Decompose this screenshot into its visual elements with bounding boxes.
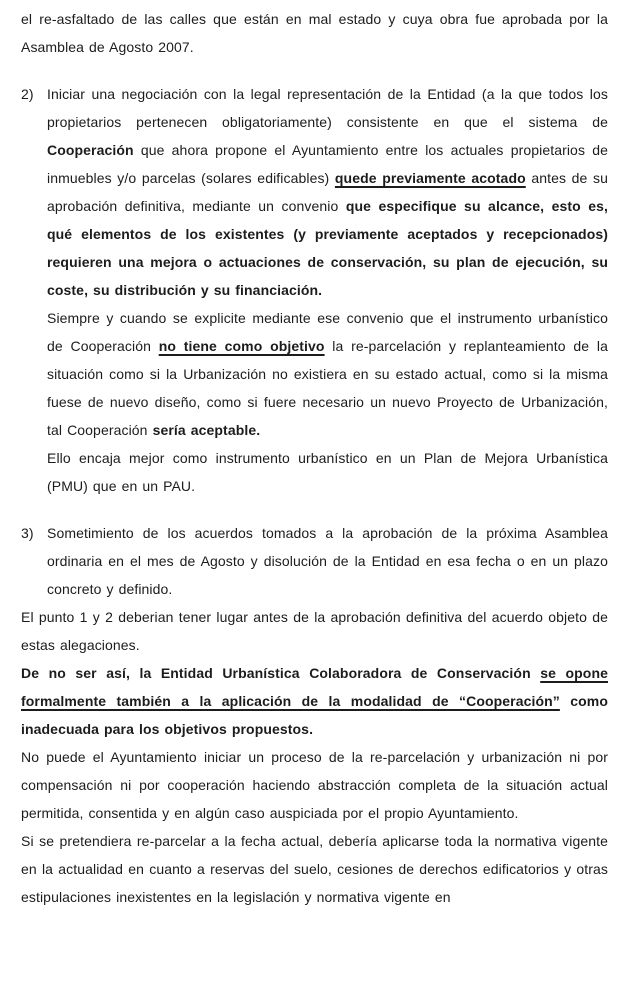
list-item [21,519,608,603]
paragraph [47,519,608,603]
paragraph [21,659,608,743]
paragraph [47,444,608,500]
text-run: No puede el Ayuntamiento iniciar un proceso de la re-parcelación y urbanización ni por compensación ni por cooperación haciendo abstracción completa de la situación actual permitida, consentida y en algún caso auspiciada por el propio Ayuntamiento. [21,749,608,821]
text-run: De no ser así, la Entidad Urbanística Colaboradora de Conservación [21,665,541,681]
text-run: sería aceptable. [152,422,261,438]
text-run: que ahora propone el Ayuntamiento entre los actuales propietarios de inmuebles y/o parcelas (solares edificables) [47,142,608,186]
text-run: Cooperación [47,142,134,158]
paragraph [21,603,608,659]
list-number: 3) [21,525,34,541]
text-run: Sometimiento de los acuerdos tomados a la aprobación de la próxima Asamblea ordinaria en el mes de Agosto y disolución de la Entidad en esa fecha o en un plazo concreto y definido. [47,525,608,597]
text-run: se opone formalmente también a la aplicación de la modalidad de “Cooperación” [21,665,608,709]
paragraph [21,5,608,61]
text-run: Iniciar una negociación con la legal representación de la Entidad (a la que todos los propietarios pertenecen obligatoriamente) consistente en que el sistema de [47,86,608,130]
text-run: que especifique su alcance, esto es, qué elementos de los existentes (y previamente aceptados y recepcionados) requieren una mejora o actuaciones de conservación, su plan de ejecución, su coste, su distribución y su financiación. [47,198,608,298]
list-number: 2) [21,86,34,102]
paragraph [47,304,608,444]
paragraph [21,827,608,911]
text-run: Siempre y cuando se explicite mediante ese convenio que el instrumento urbanístico de Cooperación [47,310,608,354]
list-item-content [47,519,608,603]
text-run: el re-asfaltado de las calles que están en mal estado y cuya obra fue aprobada por la Asamblea de Agosto 2007. [21,11,608,55]
document-body [21,5,608,911]
text-run: El punto 1 y 2 deberian tener lugar antes de la aprobación definitiva del acuerdo objeto de estas alegaciones. [21,609,608,653]
text-run: no tiene como objetivo [158,338,325,354]
paragraph [47,80,608,304]
text-run: quede previamente acotado [334,170,526,186]
text-run: Ello encaja mejor como instrumento urbanístico en un Plan de Mejora Urbanística (PMU) que en un PAU. [47,450,608,494]
text-run: antes de su aprobación definitiva, mediante un convenio [47,170,608,214]
list-item [21,80,608,500]
list-item-content [47,80,608,500]
paragraph [21,743,608,827]
text-run: la re-parcelación y replanteamiento de la situación como si la Urbanización no existiera en su estado actual, como si la misma fuese de nuevo diseño, como si fuere necesario un nuevo Proyecto de Urbanización, tal Cooperación [47,338,608,438]
text-run: Si se pretendiera re-parcelar a la fecha actual, debería aplicarse toda la normativa vigente en la actualidad en cuanto a reservas del suelo, cesiones de derechos edificatorios y otras estipulaciones inexistentes en la legislación y normativa vigente en [21,833,608,905]
text-run: como inadecuada para los objetivos propuestos. [21,693,608,737]
